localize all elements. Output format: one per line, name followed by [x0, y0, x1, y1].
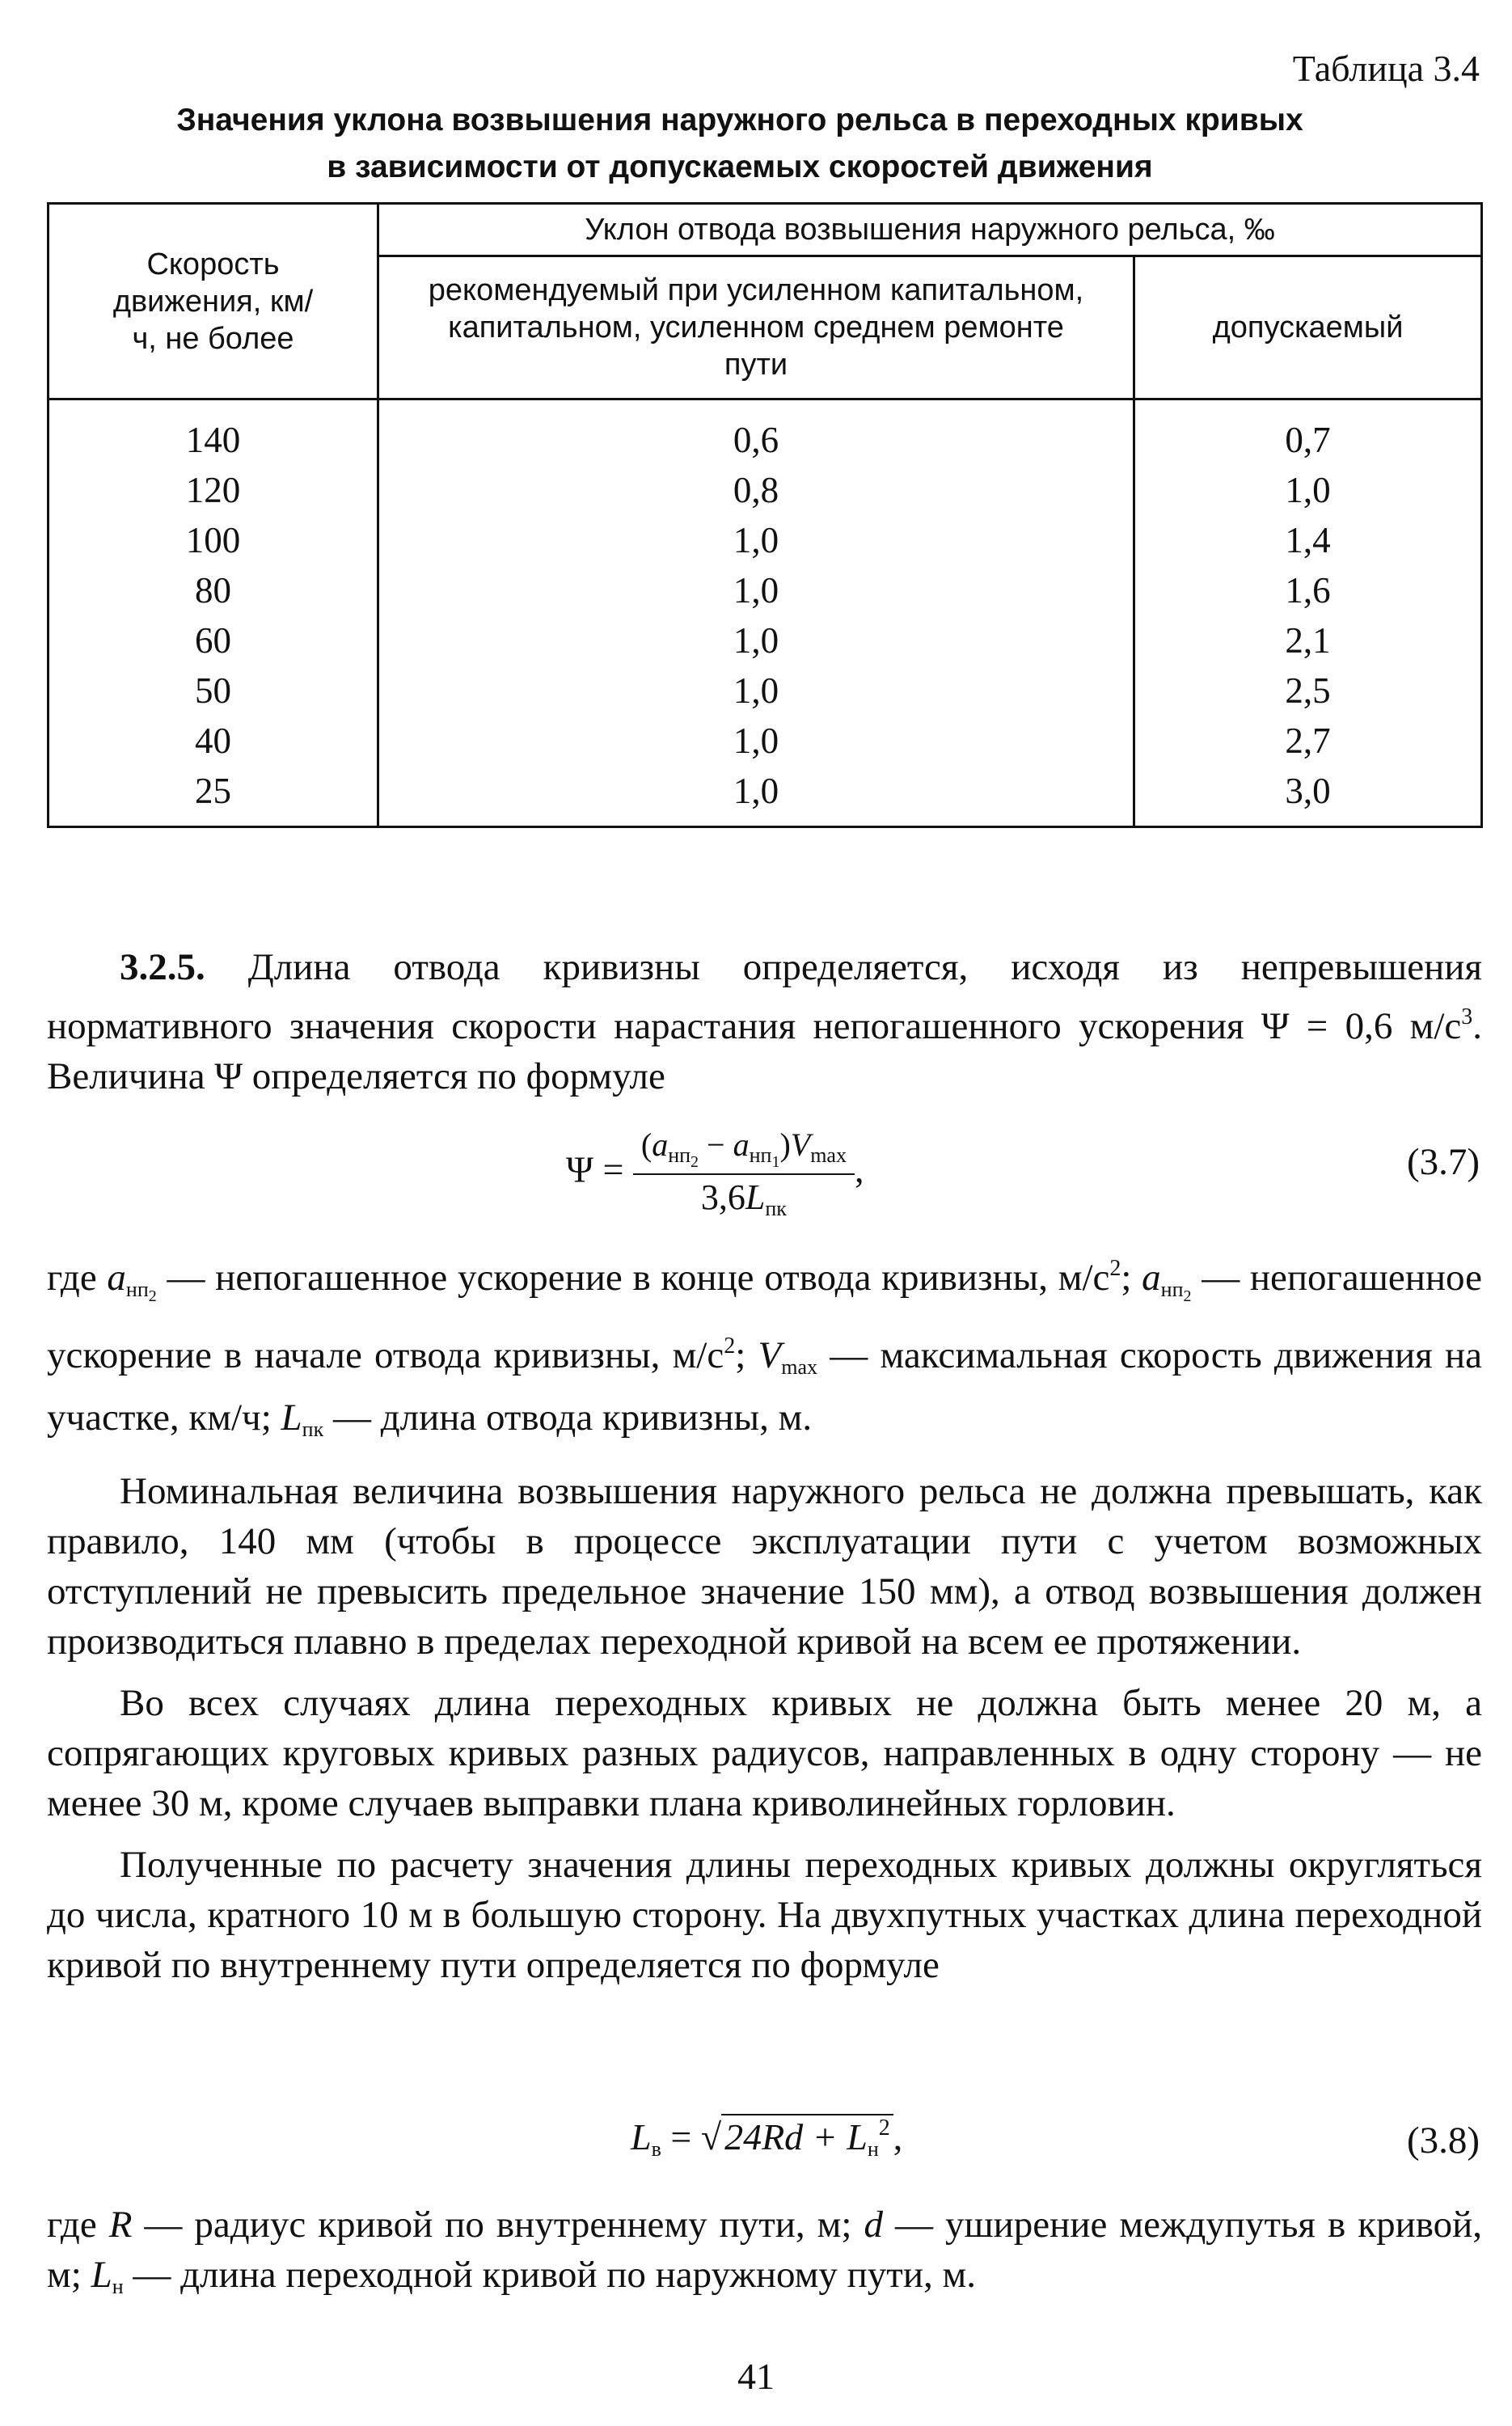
- cell-speed: 25: [49, 766, 378, 827]
- page-number: 41: [737, 2356, 775, 2397]
- where-3-7: [47, 1244, 1482, 1990]
- where-3-8-paragraph: где R — радиус кривой по внутреннему пути, м; d — уширение междупутья в кривой, м; $L_н$ — длина переходной кривой по наружному пути, м.: [47, 2204, 1482, 2298]
- cell-recommended: 0,8: [378, 465, 1134, 515]
- cell-allowed: 2,5: [1134, 666, 1482, 716]
- cell-speed: 140: [49, 399, 378, 466]
- table-row: [49, 766, 1482, 827]
- header-slope: Уклон отвода возвышения наружного рельса, ‰: [378, 204, 1482, 256]
- table-row: [49, 716, 1482, 766]
- section-number: 3.2.5.: [120, 946, 205, 988]
- cell-allowed: 1,0: [1134, 465, 1482, 515]
- cell-recommended: 1,0: [378, 515, 1134, 565]
- formula-3-8: $L_в = √24Rd + L_н^2$,: [631, 2115, 903, 2161]
- table-caption-line-2: в зависимости от допускаемых скоростей движения: [327, 150, 1153, 184]
- table-caption: [129, 97, 1350, 191]
- cell-allowed: 1,4: [1134, 515, 1482, 565]
- cell-allowed: 1,6: [1134, 565, 1482, 615]
- cell-recommended: 1,0: [378, 615, 1134, 666]
- section-intro-paragraph: 3.2.5. Длина отвода кривизны определяется, исходя из непревышения нормативного значения скорости нарастания непогашенного ускорения Ψ = 0,6 $м/с^3$. Величина Ψ определяется по формуле: [47, 946, 1482, 1097]
- header-speed: Скорость движения, км/ч, не более: [49, 204, 378, 399]
- table-row: [49, 666, 1482, 716]
- table-row: [49, 399, 1482, 466]
- header-recommended: рекомендуемый при усиленном капитальном, капитальном, усиленном среднем ремонте пути: [378, 256, 1134, 399]
- paragraph-rounding: Полученные по расчету значения длины переходных кривых должны округляться до числа, кратного 10 м в большую сторону. На двухпутных участках длина переходной кривой по внутреннему пути определяется по формуле: [47, 1844, 1482, 1986]
- cell-speed: 40: [49, 716, 378, 766]
- cell-allowed: 0,7: [1134, 399, 1482, 466]
- cell-allowed: 3,0: [1134, 766, 1482, 827]
- cell-recommended: 1,0: [378, 565, 1134, 615]
- table-row: [49, 465, 1482, 515]
- table-caption-line-1: Значения уклона возвышения наружного рельса в переходных кривых: [176, 103, 1303, 137]
- equation-number-3-7: (3.7): [1406, 1141, 1480, 1183]
- cell-allowed: 2,1: [1134, 615, 1482, 666]
- paragraph-length: Во всех случаях длина переходных кривых не должна быть менее 20 м, а сопрягающих круговых кривых разных радиусов, направленных в одну сторону — не менее 30 м, кроме случаев выправки плана криволинейных горловин.: [47, 1682, 1482, 1824]
- table-label: Таблица 3.4: [1292, 48, 1480, 89]
- cell-allowed: 2,7: [1134, 716, 1482, 766]
- cell-recommended: 0,6: [378, 399, 1134, 466]
- where-3-7-paragraph: где $a_{нп_2}$ — непогашенное ускорение в конце отвода кривизны, $м/с^2$; $a_{нп_2}$ — непогашенное ускорение в начале отвода кривизны, $м/с^2$; $V_{max}$ — максимальная скорость движения на участке, км/ч; $L_{пк}$ — длина отвода кривизны, м.: [47, 1256, 1482, 1441]
- cell-speed: 80: [49, 565, 378, 615]
- slope-table: [47, 202, 1483, 828]
- where-3-8: [47, 2200, 1482, 2312]
- table-row: [49, 515, 1482, 565]
- section-intro: [47, 942, 1482, 1101]
- cell-recommended: 1,0: [378, 766, 1134, 827]
- cell-recommended: 1,0: [378, 666, 1134, 716]
- cell-recommended: 1,0: [378, 716, 1134, 766]
- cell-speed: 100: [49, 515, 378, 565]
- cell-speed: 120: [49, 465, 378, 515]
- equation-number-3-8: (3.8): [1406, 2120, 1480, 2162]
- paragraph-elevation: Номинальная величина возвышения наружного рельса не должна превышать, как правило, 140 мм (чтобы в процессе эксплуатации пути с учетом возможных отступлений не превысить предельное значение 150 мм), а отвод возвышения должен производиться плавно в пределах переходной кривой на всем ее протяжении.: [47, 1470, 1482, 1663]
- cell-speed: 60: [49, 615, 378, 666]
- cell-speed: 50: [49, 666, 378, 716]
- header-allowed: допускаемый: [1134, 256, 1482, 399]
- table-row: [49, 615, 1482, 666]
- table-row: [49, 565, 1482, 615]
- formula-3-7: Ψ = $\frac{(a_{нп_2} - a_{нп_1})V_{max}}{3,6L_{пк}}$ ,: [566, 1126, 864, 1220]
